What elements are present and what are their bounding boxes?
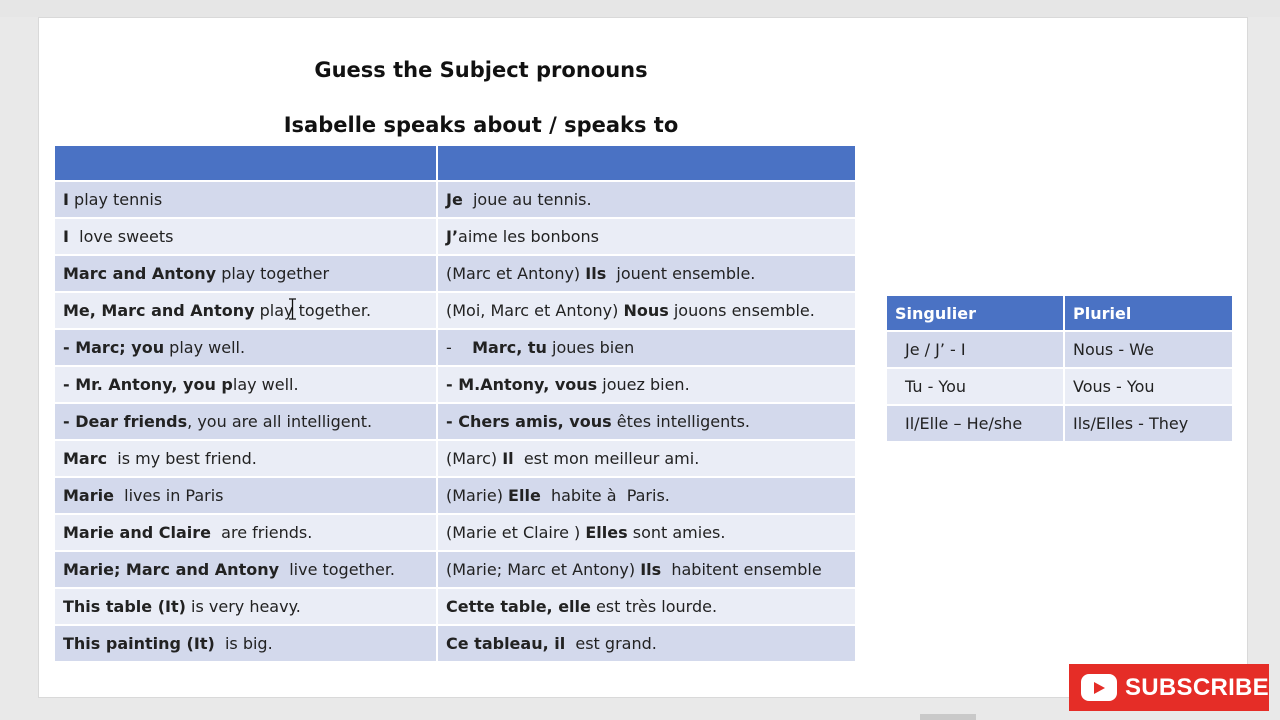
sentence-text: jouons ensemble. [668, 301, 815, 320]
table-row [55, 588, 855, 625]
english-sentence-cell [55, 181, 437, 218]
sentences-table [55, 146, 855, 661]
table-row [55, 403, 855, 440]
english-sentence-cell [55, 255, 437, 292]
subject-text: Marie; Marc and Antony [63, 560, 280, 579]
sentence-text: are friends. [210, 523, 313, 542]
sentence-text: joue au tennis. [462, 190, 592, 209]
subject-text: Je [446, 190, 463, 209]
table-row [55, 181, 855, 218]
table-row [55, 366, 855, 403]
english-sentence-cell [55, 329, 437, 366]
sentence-text: jouent ensemble. [606, 264, 756, 283]
subject-text: - Marc; you [63, 338, 165, 357]
sentence-text: play together. [254, 301, 372, 320]
table-row [887, 368, 1232, 405]
english-sentence-cell [55, 588, 437, 625]
header-cell-french [437, 146, 855, 181]
french-sentence-cell [437, 329, 855, 366]
french-sentence-cell [437, 440, 855, 477]
sentence-text: is big. [214, 634, 273, 653]
sentence-text: lay well. [232, 375, 299, 394]
sentence-text: est grand. [565, 634, 657, 653]
table-row [55, 218, 855, 255]
header-pluriel: Pluriel [1064, 296, 1232, 331]
subject-text: This painting (It) [63, 634, 215, 653]
french-sentence-cell [437, 218, 855, 255]
table-row [55, 255, 855, 292]
youtube-play-icon [1081, 674, 1117, 701]
pronoun-plural: Ils/Elles - They [1064, 405, 1232, 441]
table-row [887, 331, 1232, 368]
subject-text: - Dear friends [63, 412, 188, 431]
subject-text: Marie [63, 486, 114, 505]
sentence-text: (Marie et Claire ) [446, 523, 586, 542]
subject-text: - Chers amis, vous [446, 412, 612, 431]
sentence-text: is my best friend. [107, 449, 257, 468]
sentence-text: jouez bien. [597, 375, 690, 394]
sentence-text: joues bien [546, 338, 635, 357]
subject-text: This table (It) [63, 597, 186, 616]
english-sentence-cell [55, 514, 437, 551]
subject-text: Elles [585, 523, 628, 542]
pronouns-table [887, 296, 1232, 441]
sentence-text: sont amies. [627, 523, 726, 542]
pronoun-plural: Vous - You [1064, 368, 1232, 405]
sentence-text: (Marie; Marc et Antony) [446, 560, 641, 579]
subscribe-button[interactable] [1069, 664, 1269, 711]
sentence-text: aime les bonbons [458, 227, 600, 246]
scrollbar-thumb[interactable] [920, 714, 976, 720]
sentence-text: est très lourde. [590, 597, 718, 616]
table-row [55, 292, 855, 329]
french-sentence-cell [437, 625, 855, 661]
sentence-text: - [446, 338, 473, 357]
subject-text: - M.Antony, vous [446, 375, 598, 394]
subject-text: - Mr. Antony, you p [63, 375, 233, 394]
sentence-text: (Marc) [446, 449, 503, 468]
french-sentence-cell [437, 292, 855, 329]
sentences-table-header [55, 146, 855, 181]
sentence-text: êtes intelligents. [611, 412, 750, 431]
sentence-text: (Marie) [446, 486, 509, 505]
pronouns-table-header [887, 296, 1232, 331]
english-sentence-cell [55, 366, 437, 403]
sentence-text: est mon meilleur ami. [513, 449, 700, 468]
english-sentence-cell [55, 625, 437, 661]
subject-text: Ce tableau, il [446, 634, 566, 653]
french-sentence-cell [437, 514, 855, 551]
subject-text: Il [502, 449, 514, 468]
subject-text: Marc, tu [472, 338, 547, 357]
pronoun-singular: Je / J’ - I [887, 331, 1064, 368]
english-sentence-cell [55, 218, 437, 255]
english-sentence-cell [55, 477, 437, 514]
french-sentence-cell [437, 588, 855, 625]
pronoun-singular: Tu - You [887, 368, 1064, 405]
english-sentence-cell [55, 292, 437, 329]
sentence-text: (Moi, Marc et Antony) [446, 301, 624, 320]
subject-text: I [63, 227, 69, 246]
subject-text: Me, Marc and Antony [63, 301, 255, 320]
french-sentence-cell [437, 477, 855, 514]
sentence-text: (Marc et Antony) [446, 264, 586, 283]
subject-text: J’ [446, 227, 459, 246]
sentence-text: habitent ensemble [661, 560, 822, 579]
table-row [55, 440, 855, 477]
english-sentence-cell [55, 403, 437, 440]
table-row [887, 405, 1232, 441]
table-row [55, 514, 855, 551]
sentence-text: love sweets [68, 227, 174, 246]
subject-text: Marc [63, 449, 108, 468]
pronoun-plural: Nous - We [1064, 331, 1232, 368]
english-sentence-cell [55, 551, 437, 588]
sentence-text: play together [216, 264, 330, 283]
header-singulier: Singulier [887, 296, 1064, 331]
page-title: Guess the Subject pronouns [314, 58, 648, 82]
sentence-text: is very heavy. [185, 597, 301, 616]
french-sentence-cell [437, 403, 855, 440]
sentence-text: play tennis [68, 190, 163, 209]
french-sentence-cell [437, 181, 855, 218]
french-sentence-cell [437, 551, 855, 588]
sentence-text: play well. [164, 338, 246, 357]
sentence-text: lives in Paris [113, 486, 224, 505]
table-row [55, 551, 855, 588]
subject-text: Nous [623, 301, 669, 320]
subject-text: Elle [508, 486, 541, 505]
subject-text: Marc and Antony [63, 264, 217, 283]
subject-text: Ils [640, 560, 662, 579]
subject-text: I [63, 190, 69, 209]
sentence-text: habite à Paris. [540, 486, 670, 505]
french-sentence-cell [437, 366, 855, 403]
table-row [55, 477, 855, 514]
subscribe-label: SUBSCRIBE [1124, 673, 1269, 701]
sentence-text: live together. [279, 560, 396, 579]
top-strip [0, 0, 1280, 17]
subject-text: Cette table, elle [446, 597, 591, 616]
subject-text: Marie and Claire [63, 523, 211, 542]
page-subtitle: Isabelle speaks about / speaks to [283, 113, 679, 137]
table-row [55, 625, 855, 661]
subject-text: Ils [585, 264, 607, 283]
sentence-text: , you are all intelligent. [187, 412, 373, 431]
pronoun-singular: Il/Elle – He/she [887, 405, 1064, 441]
english-sentence-cell [55, 440, 437, 477]
header-cell-english [55, 146, 437, 181]
french-sentence-cell [437, 255, 855, 292]
text-cursor-icon [288, 298, 297, 320]
table-row [55, 329, 855, 366]
